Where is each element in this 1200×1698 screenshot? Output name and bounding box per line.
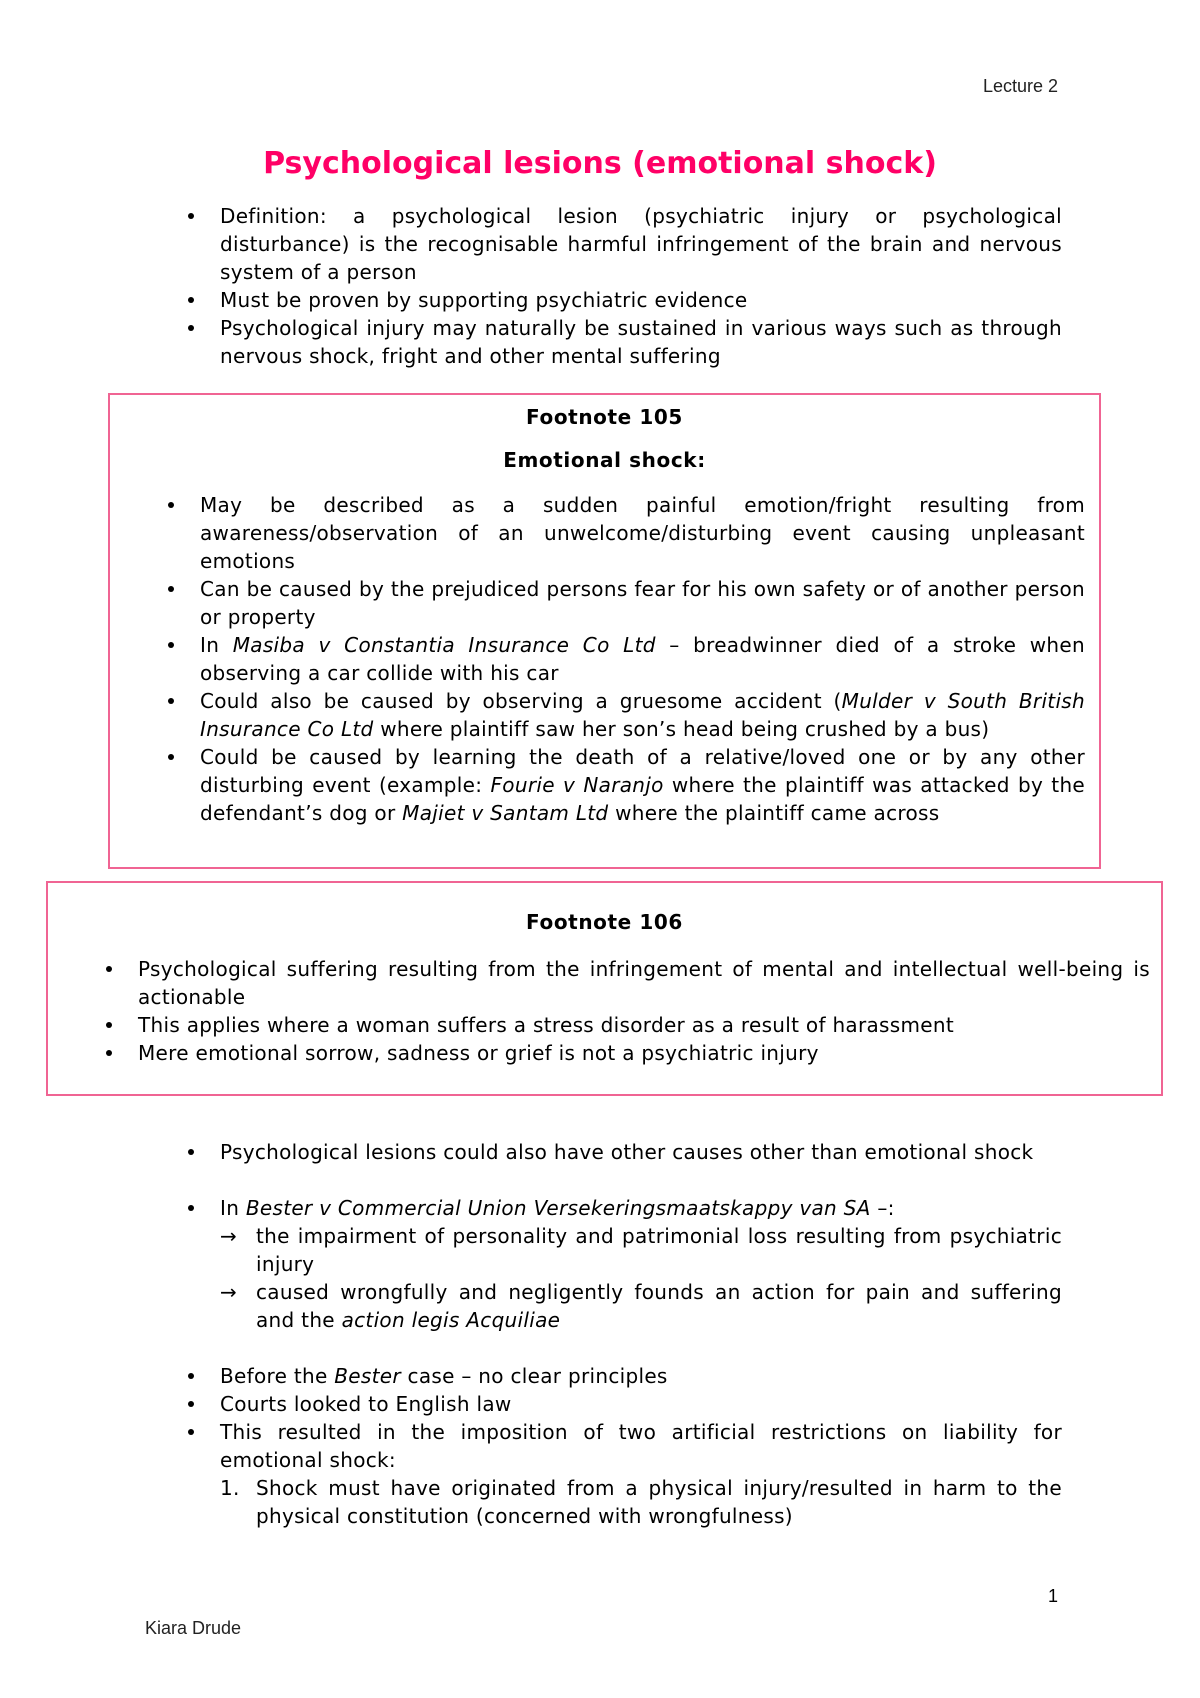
intro-bullet-list	[180, 202, 1062, 370]
emotional-shock-subheading: Emotional shock:	[503, 448, 706, 472]
list-item: This applies where a woman suffers a stress disorder as a result of harassment	[98, 1011, 1150, 1039]
bullet-list	[180, 1362, 1062, 1530]
page-number: 1	[1047, 1586, 1058, 1606]
bullet-list	[180, 1194, 1062, 1334]
list-item	[180, 1418, 1062, 1530]
list-item: Courts looked to English law	[180, 1390, 1062, 1418]
text-run: where plaintiff saw her son’s head being crushed by a bus)	[373, 717, 990, 741]
list-item: Psychological lesions could also have other causes other than emotional shock	[180, 1138, 1062, 1166]
text-run: In	[200, 633, 233, 657]
text-run: Could also be caused by observing a gruesome accident (	[200, 689, 842, 713]
arrow-item: → the impairment of personality and patrimonial loss resulting from psychiatric injury	[220, 1222, 1062, 1278]
latin-term: action legis Acquiliae	[341, 1308, 561, 1332]
main-section	[180, 1138, 1062, 1530]
list-item: May be described as a sudden painful emotion/fright resulting from awareness/observation of an unwelcome/disturbing event causing unpleasant emotions	[160, 491, 1085, 575]
page-title: Psychological lesions (emotional shock)	[263, 146, 937, 181]
list-item: Definition: a psychological lesion (psychiatric injury or psychological disturbance) is the recognisable harmful infringement of the brain and nervous system of a person	[180, 202, 1062, 286]
text-run: This resulted in the imposition of two artificial restrictions on liability for emotional shock:	[220, 1420, 1062, 1472]
case-name: Bester v Commercial Union Versekeringsmaatskappy van SA	[245, 1196, 871, 1220]
footnote-105-heading: Footnote 105	[526, 405, 683, 429]
text-run: caused wrongfully and negligently founds an action for pain and suffering and the	[256, 1280, 1062, 1332]
list-item: Psychological injury may naturally be sustained in various ways such as through nervous shock, fright and other mental suffering	[180, 314, 1062, 370]
footnote-105-box	[108, 393, 1101, 869]
footer-author: Kiara Drude	[145, 1618, 242, 1638]
numbered-item	[220, 1474, 1062, 1530]
text-run: –:	[870, 1196, 895, 1220]
arrow-item	[220, 1278, 1062, 1334]
bullet-list	[180, 1138, 1062, 1166]
list-item	[160, 631, 1085, 687]
list-item	[160, 687, 1085, 743]
list-item	[160, 743, 1085, 827]
list-item	[180, 1362, 1062, 1390]
list-item: Must be proven by supporting psychiatric evidence	[180, 286, 1062, 314]
footnote-106-box	[46, 881, 1163, 1096]
case-name: Mulder v South British Insurance Co Ltd	[200, 689, 1086, 741]
numbered-list	[220, 1474, 1062, 1530]
text-run: In	[220, 1196, 246, 1220]
case-name: Masiba v Constantia Insurance Co Ltd	[232, 633, 656, 657]
text-run: where the plaintiff came across	[608, 801, 940, 825]
list-item	[180, 1194, 1062, 1334]
text-run: – breadwinner died of a stroke when observing a car collide with his car	[200, 633, 1085, 685]
text-run: Could be caused by learning the death of a relative/loved one or by any other disturbing event (example:	[200, 745, 1085, 797]
case-name: Bester	[334, 1364, 401, 1388]
running-header: Lecture 2	[982, 76, 1058, 96]
list-item: Can be caused by the prejudiced persons fear for his own safety or of another person or property	[160, 575, 1085, 631]
case-name: Fourie v Naranjo	[490, 773, 664, 797]
text-run: case – no clear principles	[400, 1364, 668, 1388]
item-number: 1.	[220, 1476, 240, 1500]
list-item: Psychological suffering resulting from the infringement of mental and intellectual well-being is actionable	[98, 955, 1150, 1011]
text-run: Shock must have originated from a physical injury/resulted in harm to the physical constitution (concerned with wrongfulness)	[256, 1476, 1062, 1528]
footnote-105-list	[160, 491, 1085, 827]
footnote-106-heading: Footnote 106	[526, 910, 683, 934]
text-run: where the plaintiff was attacked by the defendant’s dog or	[200, 773, 1086, 825]
text-run: Before the	[220, 1364, 335, 1388]
arrow-list	[220, 1222, 1062, 1334]
footnote-106-list	[98, 955, 1150, 1067]
list-item: Mere emotional sorrow, sadness or grief is not a psychiatric injury	[98, 1039, 1150, 1067]
case-name: Majiet v Santam Ltd	[402, 801, 609, 825]
